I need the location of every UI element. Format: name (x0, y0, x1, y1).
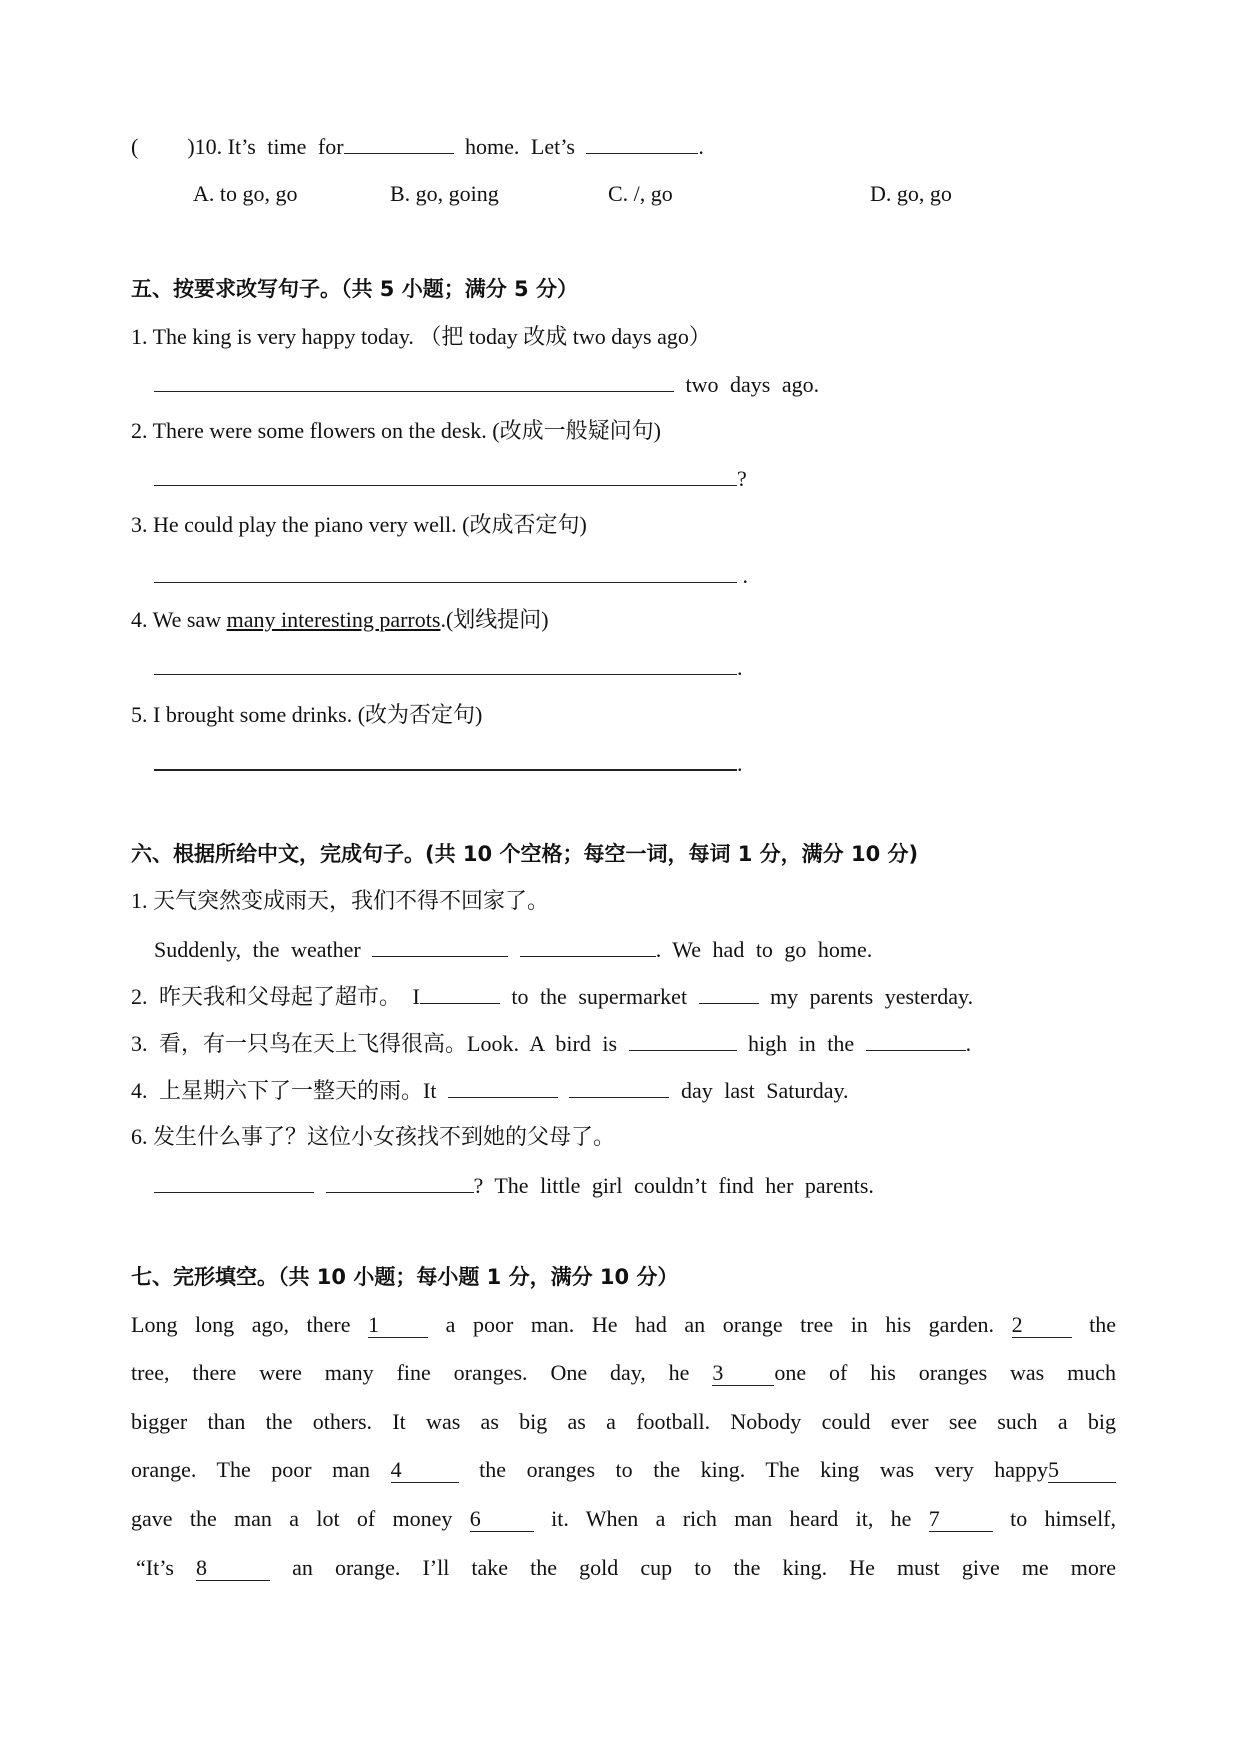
s6-item-2 (131, 981, 973, 1012)
answer-line[interactable] (154, 463, 737, 486)
s5-item-5-prompt: 5. I brought some drinks. (改为否定句) (131, 702, 483, 727)
underlined-phrase: many interesting parrots (226, 607, 441, 632)
s5-item-3-answer (154, 560, 748, 591)
s5-item-5-answer (154, 747, 743, 779)
section-6-heading: 六、根据所给中文，完成句子。(共 10 个空格；每空一词，每词 1 分，满分 10 分) (131, 842, 919, 866)
sentence-text: my parents yesterday. (758, 984, 974, 1009)
s6-item-6-chinese: 6. 发生什么事了？这位小女孩找不到她的父母了。 (131, 1124, 616, 1149)
s6-item-6-english (154, 1170, 874, 1201)
answer-line[interactable] (154, 652, 737, 675)
s5-item-2-answer (154, 463, 747, 494)
blank[interactable] (448, 1075, 558, 1098)
answer-suffix: ? (737, 466, 747, 491)
question-number: )10. (187, 134, 223, 159)
option-d: D. go, go (870, 181, 952, 206)
sentence-text: . We had to go home. (655, 937, 873, 962)
cloze-blank-2[interactable]: 2 (1012, 1313, 1072, 1338)
sentence-text: Suddenly, the weather (154, 937, 373, 962)
blank[interactable] (569, 1075, 669, 1098)
section-7-heading: 七、完形填空。（共 10 小题；每小题 1 分，满分 10 分） (131, 1265, 679, 1289)
blank[interactable] (326, 1170, 474, 1193)
blank[interactable] (586, 131, 698, 154)
section-5-heading: 五、按要求改写句子。（共 5 小题；满分 5 分） (131, 277, 578, 301)
answer-paren-open: ( (131, 134, 139, 159)
cloze-line-3: bigger than the others. It was as big as a football. Nobody could ever see such a big (131, 1409, 1116, 1434)
sentence-text: 3. 看，有一只鸟在天上飞得很高。Look. A bird is (131, 1031, 629, 1056)
question-text: It’s time for (227, 134, 344, 159)
option-c: C. /, go (608, 181, 673, 206)
period: . (965, 1031, 972, 1056)
blank[interactable] (520, 934, 656, 957)
answer-suffix: two days ago. (674, 372, 820, 397)
cloze-blank-1[interactable]: 1 (368, 1313, 428, 1338)
s5-item-1-prompt: 1. The king is very happy today. （把 today 改成 two days ago） (131, 324, 711, 349)
passage-text: the (1089, 1312, 1117, 1337)
cloze-blank-7[interactable]: 7 (929, 1507, 993, 1532)
s6-item-3 (131, 1028, 971, 1059)
passage-text: Long long ago, there (131, 1312, 351, 1337)
blank[interactable] (866, 1028, 966, 1051)
s6-item-1-chinese: 1. 天气突然变成雨天，我们不得不回家了。 (131, 888, 550, 913)
cloze-blank-6[interactable]: 6 (470, 1507, 534, 1532)
answer-line[interactable] (154, 369, 674, 392)
passage-text: to himself, (1010, 1506, 1117, 1531)
blank[interactable] (372, 934, 508, 957)
blank[interactable] (629, 1028, 737, 1051)
blank[interactable] (154, 1170, 314, 1193)
cloze-line-2 (131, 1358, 1116, 1388)
sentence-text: high in the (736, 1031, 866, 1056)
option-b: B. go, going (390, 181, 499, 206)
s5-item-3-prompt: 3. He could play the piano very well. (改成否定句) (131, 512, 587, 537)
answer-suffix: . (737, 563, 748, 588)
blank[interactable] (699, 981, 759, 1004)
s5-item-1-answer (154, 369, 819, 400)
passage-text: it. When a rich man heard it, he (551, 1506, 912, 1531)
cloze-blank-3[interactable]: 3 (712, 1361, 774, 1386)
s6-item-4 (131, 1075, 849, 1106)
period: . (698, 134, 704, 159)
answer-suffix: . (737, 751, 743, 776)
passage-text: the oranges to the king. The king was very happy (479, 1457, 1049, 1482)
passage-text: gave the man a lot of money (131, 1506, 453, 1531)
answer-line[interactable] (154, 747, 737, 771)
cloze-line-6 (136, 1553, 1116, 1583)
passage-text: orange. The poor man (131, 1457, 371, 1482)
cloze-blank-8[interactable]: 8 (196, 1556, 270, 1581)
cloze-line-4 (131, 1455, 1116, 1485)
blank[interactable] (420, 981, 500, 1004)
s5-item-4-prompt (131, 605, 549, 635)
cloze-line-5 (131, 1504, 1116, 1534)
s6-item-1-english (154, 934, 872, 965)
sentence-text: day last Saturday. (669, 1078, 849, 1103)
sentence-text: 2. 昨天我和父母起了超市。 I (131, 984, 420, 1009)
option-a: A. to go, go (193, 181, 298, 206)
passage-text: one of his oranges was much (774, 1360, 1117, 1385)
answer-suffix: . (737, 655, 743, 680)
answer-line[interactable] (154, 560, 737, 583)
cloze-line-1 (131, 1310, 1116, 1340)
sentence-text: 4. 上星期六下了一整天的雨。It (131, 1078, 448, 1103)
prompt-text: 4. We saw (131, 607, 227, 632)
passage-text: “It’s (136, 1555, 174, 1580)
cloze-blank-5[interactable]: 5 (1048, 1458, 1116, 1483)
sentence-text: to the supermarket (499, 984, 699, 1009)
blank[interactable] (344, 131, 454, 154)
s5-item-2-prompt: 2. There were some flowers on the desk. (改成一般疑问句) (131, 418, 661, 443)
s5-item-4-answer (154, 652, 743, 683)
passage-text: a poor man. He had an orange tree in his garden. (445, 1312, 994, 1337)
passage-text: tree, there were many fine oranges. One day, he (131, 1360, 690, 1385)
question-10 (131, 131, 704, 162)
prompt-instruction: .(划线提问) (440, 607, 549, 632)
cloze-blank-4[interactable]: 4 (391, 1458, 459, 1483)
passage-text: an orange. I’ll take the gold cup to the king. He must give me more (292, 1555, 1117, 1580)
sentence-text: ? The little girl couldn’t find her parents. (473, 1173, 874, 1198)
question-text: home. Let’s (453, 134, 587, 159)
